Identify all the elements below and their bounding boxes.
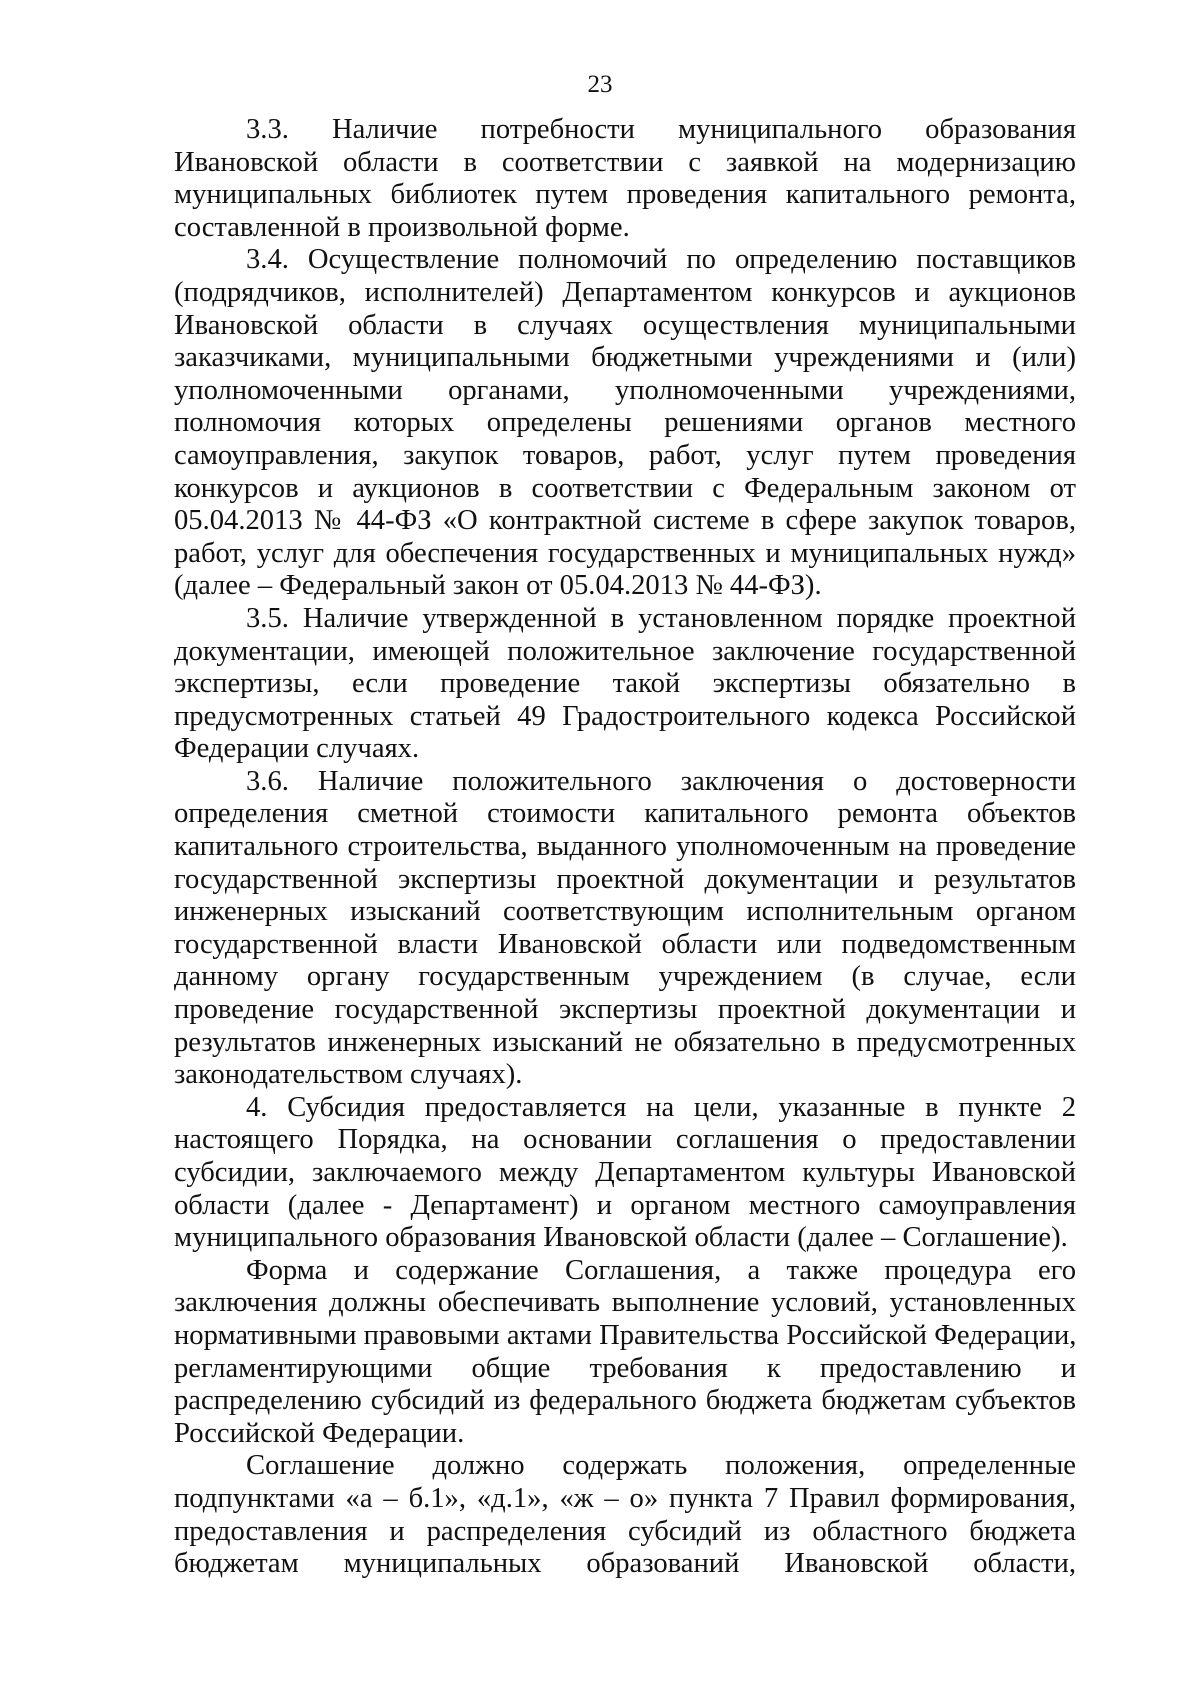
text-line: 3.5. Наличие утвержденной в установленном порядке проектной: [246, 602, 1076, 634]
text-line: настоящего Порядка, на основании соглашения о предоставлении: [174, 1124, 1076, 1156]
text-line: уполномоченными органами, уполномоченными учреждениями,: [174, 374, 1076, 406]
text-line: Федерации случаях.: [174, 733, 420, 765]
text-line: предусмотренных статьей 49 Градостроительного кодекса Российской: [174, 700, 1076, 732]
text-line: документации, имеющей положительное заключение государственной: [174, 635, 1076, 667]
text-line: области (далее - Департамент) и органом местного самоуправления: [174, 1189, 1076, 1221]
text-line: определения сметной стоимости капитального ремонта объектов: [174, 798, 1076, 830]
text-line: государственной экспертизы проектной документации и результатов: [174, 863, 1076, 895]
text-line: субсидии, заключаемого между Департаментом культуры Ивановской: [174, 1157, 1076, 1188]
text-line: нормативными правовыми актами Правительства Российской Федерации,: [174, 1319, 1077, 1351]
text-line: полномочия которых определены решениями органов местного: [174, 407, 1076, 439]
text-line: самоуправления, закупок товаров, работ, услуг путем проведения: [174, 439, 1076, 471]
text-line: Ивановской области в случаях осуществления муниципальными: [174, 309, 1076, 341]
text-line: подпунктами «а – б.1», «д.1», «ж – о» пункта 7 Правил формирования,: [174, 1482, 1076, 1514]
paragraph-p3-5: [174, 603, 1076, 766]
text-line: 3.6. Наличие положительного заключения о достоверности: [246, 765, 1076, 797]
text-line: предоставления и распределения субсидий из областного бюджета: [174, 1515, 1076, 1547]
text-line: государственной власти Ивановской области или подведомственным: [174, 928, 1076, 960]
text-line: инженерных изысканий соответствующим исполнительным органом: [174, 896, 1076, 928]
text-line: капитального строительства, выданного уполномоченным на проведение: [174, 831, 1076, 863]
text-line: конкурсов и аукционов в соответствии с Федеральным законом от: [174, 472, 1076, 504]
paragraph-p4-agreement: [174, 1450, 1076, 1580]
paragraph-p3-3: [174, 114, 1076, 244]
text-line: данному органу государственным учреждением (в случае, если: [174, 961, 1076, 993]
text-line: Соглашение должно содержать положения, определенные: [246, 1450, 1076, 1482]
text-line: регламентирующими общие требования к предоставлению и: [174, 1352, 1076, 1384]
text-line: (далее – Федеральный закон от 05.04.2013 № 44-ФЗ).: [174, 570, 822, 602]
text-line: 3.4. Осуществление полномочий по определению поставщиков: [246, 244, 1076, 276]
text-line: заказчиками, муниципальными бюджетными учреждениями и (или): [174, 342, 1076, 374]
paragraph-p3-4: [174, 244, 1076, 603]
text-line: заключения должны обеспечивать выполнение условий, установленных: [174, 1287, 1076, 1319]
text-line: муниципальных библиотек путем проведения капитального ремонта,: [174, 179, 1076, 211]
paragraph-p3-6: [174, 766, 1076, 1092]
text-line: 3.3. Наличие потребности муниципального образования: [246, 114, 1076, 145]
text-line: законодательством случаях).: [174, 1059, 523, 1091]
text-line: результатов инженерных изысканий не обязательно в предусмотренных: [174, 1026, 1076, 1058]
page-number: 23: [587, 71, 613, 98]
text-line: проведение государственной экспертизы проектной документации и: [174, 994, 1076, 1026]
text-line: муниципального образования Ивановской области (далее – Соглашение).: [174, 1222, 1068, 1254]
text-line: распределению субсидий из федерального бюджета бюджетам субъектов: [174, 1385, 1076, 1417]
text-line: работ, услуг для обеспечения государственных и муниципальных нужд»: [174, 537, 1076, 569]
text-line: 05.04.2013 № 44-ФЗ «О контрактной системе в сфере закупок товаров,: [174, 505, 1076, 537]
text-line: экспертизы, если проведение такой экспертизы обязательно в: [174, 668, 1076, 700]
paragraph-p4: [174, 1092, 1076, 1255]
text-line: Ивановской области в соответствии с заявкой на модернизацию: [174, 146, 1076, 178]
text-line: 4. Субсидия предоставляется на цели, указанные в пункте 2: [246, 1091, 1076, 1123]
paragraph-p4-form: [174, 1255, 1076, 1451]
document-body: [174, 114, 1076, 1581]
text-line: составленной в произвольной форме.: [174, 211, 630, 243]
text-line: Российской Федерации.: [174, 1417, 465, 1449]
text-line: бюджетам муниципальных образований Ивановской области,: [174, 1548, 1076, 1580]
text-line: (подрядчиков, исполнителей) Департаментом конкурсов и аукционов: [174, 276, 1076, 308]
text-line: Форма и содержание Соглашения, а также процедура его: [246, 1254, 1076, 1286]
